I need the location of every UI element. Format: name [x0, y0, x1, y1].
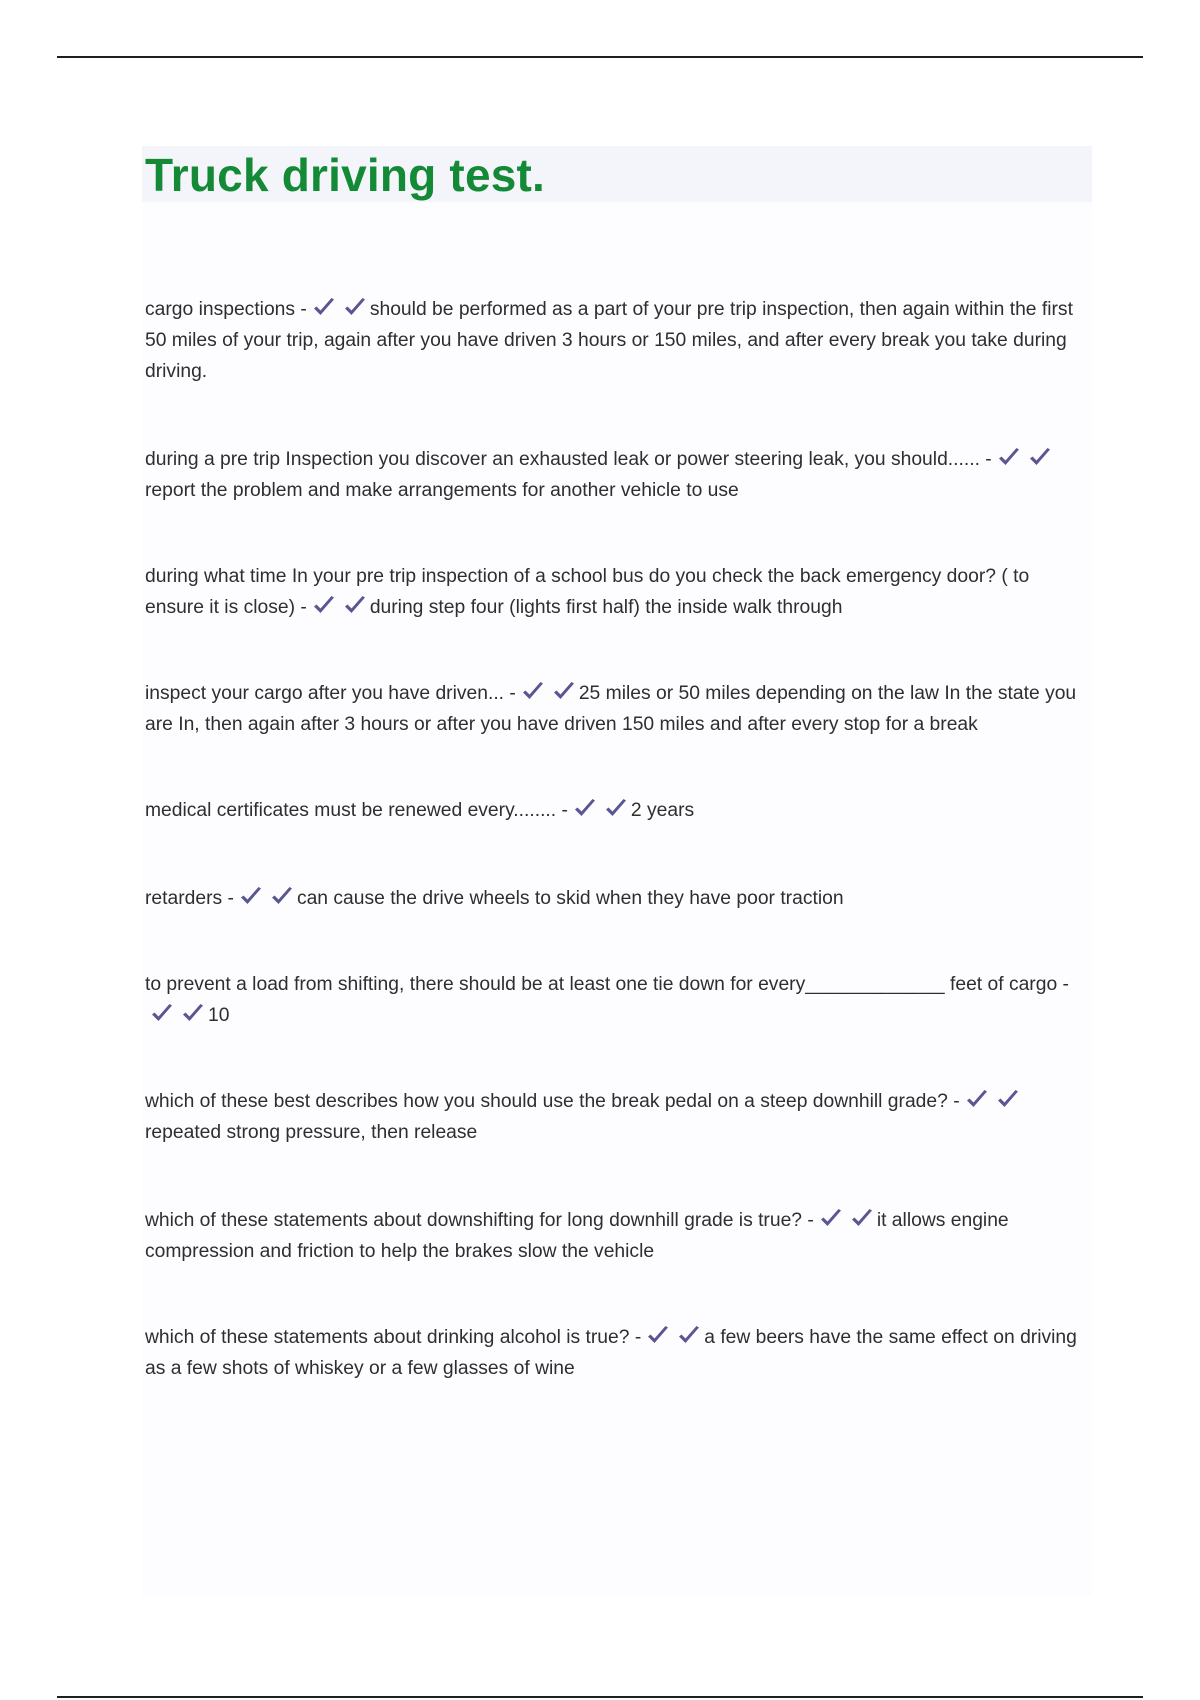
check-mark-icon	[311, 594, 337, 616]
answer-text: a few beers have the same effect on driving as a few shots of whiskey or a few glasses of wine	[145, 1327, 1077, 1379]
separator-dash: -	[634, 1327, 642, 1348]
qa-item	[145, 444, 1090, 506]
qa-item	[145, 561, 1090, 623]
separator-dash: -	[985, 449, 992, 470]
qa-item	[145, 1205, 1090, 1267]
check-mark-icon	[269, 885, 295, 907]
check-mark-icon	[551, 680, 577, 702]
answer-text: it allows engine compression and friction to help the brakes slow the vehicle	[145, 1210, 1009, 1262]
separator-dash: -	[953, 1091, 960, 1112]
question-text: medical certificates must be renewed every........	[145, 800, 557, 821]
check-mark-icon	[996, 446, 1022, 468]
check-mark-icon	[238, 885, 264, 907]
check-mark-icon	[180, 1002, 206, 1024]
separator-dash: -	[300, 299, 307, 320]
answer-checks	[645, 1324, 702, 1346]
qa-item	[145, 969, 1090, 1031]
separator-dash: -	[1062, 974, 1069, 995]
answer-checks	[818, 1207, 875, 1229]
answer-checks	[238, 885, 295, 907]
answer-checks	[311, 594, 368, 616]
separator-dash: -	[561, 800, 568, 821]
qa-item	[145, 883, 1090, 914]
question-text: which of these statements about drinking alcohol is true?	[145, 1327, 630, 1348]
check-mark-icon	[1027, 446, 1053, 468]
page-title: Truck driving test.	[145, 149, 546, 201]
check-mark-icon	[676, 1324, 702, 1346]
question-text: during a pre trip Inspection you discover an exhausted leak or power steering leak, you should......	[145, 449, 980, 470]
answer-checks	[520, 680, 577, 702]
answer-text: should be performed as a part of your pre trip inspection, then again within the first 50 miles of your trip, again after you have driven 3 hours or 150 miles, and after every break you take during driving.	[145, 299, 1073, 382]
answer-text: can cause the drive wheels to skid when they have poor traction	[296, 888, 844, 909]
answer-checks	[149, 1002, 206, 1024]
check-mark-icon	[818, 1207, 844, 1229]
answer-checks	[311, 296, 368, 318]
answer-text: 2 years	[630, 800, 695, 821]
check-mark-icon	[311, 296, 337, 318]
check-mark-icon	[603, 797, 629, 819]
check-mark-icon	[149, 1002, 175, 1024]
check-mark-icon	[849, 1207, 875, 1229]
answer-text: during step four (lights first half) the inside walk through	[369, 597, 843, 618]
question-text: to prevent a load from shifting, there should be at least one tie down for every_____________ feet of cargo	[145, 974, 1058, 995]
answer-text: 25 miles or 50 miles depending on the law In the state you are In, then again after 3 hours or after you have driven 150 miles and after every stop for a break	[145, 683, 1077, 735]
check-mark-icon	[342, 296, 368, 318]
header-rule	[57, 56, 1143, 58]
answer-text: 10	[208, 1005, 230, 1026]
separator-dash: -	[509, 683, 516, 704]
answer-checks	[996, 446, 1053, 468]
separator-dash: -	[227, 888, 234, 909]
separator-dash: -	[300, 597, 307, 618]
question-text: during what time In your pre trip inspection of a school bus do you check the back emergency door? ( to ensure it is close)	[145, 566, 1030, 618]
question-text: cargo inspections	[145, 299, 296, 320]
qa-item	[145, 1086, 1090, 1148]
check-mark-icon	[342, 594, 368, 616]
qa-item	[145, 1322, 1090, 1384]
qa-item	[145, 294, 1090, 387]
question-text: retarders	[145, 888, 223, 909]
check-mark-icon	[995, 1088, 1021, 1110]
check-mark-icon	[645, 1324, 671, 1346]
answer-checks	[964, 1088, 1021, 1110]
question-text: which of these statements about downshifting for long downhill grade is true?	[145, 1210, 803, 1231]
answer-text: report the problem and make arrangements for another vehicle to use	[145, 480, 739, 501]
qa-item	[145, 678, 1090, 740]
check-mark-icon	[964, 1088, 990, 1110]
check-mark-icon	[520, 680, 546, 702]
separator-dash: -	[807, 1210, 814, 1231]
qa-item	[145, 795, 1090, 826]
answer-text: repeated strong pressure, then release	[145, 1122, 478, 1143]
question-text: inspect your cargo after you have driven...	[145, 683, 505, 704]
answer-checks	[572, 797, 629, 819]
question-answer-list	[145, 294, 1090, 1384]
title-bar	[142, 146, 1092, 202]
page-content	[142, 146, 1092, 1596]
check-mark-icon	[572, 797, 598, 819]
question-text: which of these best describes how you should use the break pedal on a steep downhill grade?	[145, 1091, 948, 1112]
footer-rule	[57, 1696, 1143, 1698]
